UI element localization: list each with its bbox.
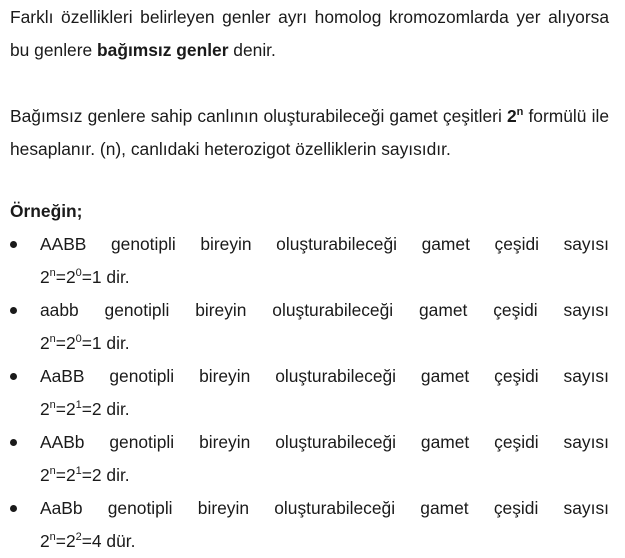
calc-result: =4 dür. — [81, 531, 136, 551]
calc-result: =2 dir. — [81, 465, 130, 485]
sentence-word: bireyin — [200, 234, 252, 254]
calc-equals: = — [55, 267, 66, 287]
list-item — [10, 228, 609, 294]
calc-exponent: 1 — [75, 465, 82, 477]
sentence-word: çeşidi — [493, 498, 539, 518]
sentence-word: sayısı — [563, 300, 609, 320]
sentence-word: bireyin — [197, 498, 250, 518]
example-calculation — [40, 459, 609, 492]
sentence-word: oluşturabileceği — [276, 234, 398, 254]
genotype: AaBB — [40, 366, 85, 386]
sentence-word: sayısı — [563, 366, 609, 386]
calc-exponent: n — [49, 465, 56, 477]
sentence-word: çeşidi — [494, 432, 539, 452]
sentence-word: gamet — [421, 234, 470, 254]
definition-text-end: denir. — [228, 40, 276, 60]
example-calculation — [40, 327, 609, 360]
example-sentence — [40, 228, 609, 261]
sentence-word: bireyin — [195, 300, 247, 320]
sentence-word: bireyin — [199, 366, 251, 386]
example-sentence — [40, 426, 609, 459]
sentence-word: gamet — [420, 432, 470, 452]
example-list — [10, 228, 609, 558]
example-calculation — [40, 261, 609, 294]
calc-equals: = — [55, 531, 66, 551]
calc-base: 2 — [40, 399, 50, 419]
sentence-word: sayısı — [563, 498, 609, 518]
calc-base: 2 — [40, 333, 50, 353]
bullet-icon — [10, 373, 17, 380]
formula-base: 2 — [506, 106, 517, 126]
sentence-word: oluşturabileceği — [275, 432, 397, 452]
genotype: AABB — [40, 234, 87, 254]
sentence-word: oluşturabileceği — [275, 366, 397, 386]
sentence-word: genotipli — [104, 300, 170, 320]
calc-exponent: n — [49, 531, 56, 543]
calc-exponent: n — [49, 399, 56, 411]
example-calculation — [40, 525, 609, 558]
sentence-word: çeşidi — [494, 234, 539, 254]
sentence-word: sayısı — [563, 234, 609, 254]
calc-base: 2 — [65, 531, 76, 551]
calc-exponent: n — [49, 267, 56, 279]
calc-base: 2 — [40, 267, 50, 287]
list-item — [10, 426, 609, 492]
sentence-word: genotipli — [109, 432, 175, 452]
calc-exponent: 1 — [75, 399, 82, 411]
formula — [507, 106, 523, 126]
calc-base: 2 — [40, 531, 50, 551]
sentence-word: gamet — [419, 300, 468, 320]
definition-text: Farklı özellikleri belirleyen genler ayrı homolog kromozomlarda yer alıyorsa bu genlere — [10, 7, 609, 60]
document-page — [10, 0, 609, 558]
formula-exponent: n — [516, 106, 524, 118]
example-heading: Örneğin; — [10, 201, 83, 221]
bullet-icon — [10, 307, 17, 314]
genotype: AABb — [40, 432, 85, 452]
key-term: bağımsız genler — [97, 40, 229, 60]
sentence-word: oluşturabileceği — [272, 300, 394, 320]
example-sentence — [40, 360, 609, 393]
list-item — [10, 360, 609, 426]
sentence-word: çeşidi — [493, 300, 538, 320]
calc-exponent: n — [49, 333, 56, 345]
calc-exponent: 2 — [75, 531, 82, 543]
example-sentence — [40, 492, 609, 525]
calc-base: 2 — [65, 465, 76, 485]
calc-exponent: 0 — [75, 333, 82, 345]
calc-equals: = — [55, 333, 66, 353]
formula-explanation-text: formülü ile hesaplanır. (n), canlıdaki heterozigot özelliklerin sayısıdır. — [10, 106, 609, 159]
sentence-word: genotipli — [107, 498, 173, 518]
calc-base: 2 — [65, 399, 76, 419]
sentence-word: sayısı — [563, 432, 609, 452]
sentence-word: genotipli — [110, 234, 176, 254]
calc-result: =1 dir. — [81, 267, 130, 287]
example-sentence — [40, 294, 609, 327]
calc-base: 2 — [40, 465, 50, 485]
sentence-word: bireyin — [199, 432, 251, 452]
list-item — [10, 492, 609, 558]
sentence-word: gamet — [420, 366, 470, 386]
definition-paragraph — [10, 1, 609, 67]
calc-exponent: 0 — [75, 267, 82, 279]
bullet-icon — [10, 241, 17, 248]
sentence-word: gamet — [420, 498, 469, 518]
genotype: aabb — [40, 300, 79, 320]
calc-base: 2 — [65, 333, 76, 353]
formula-paragraph — [10, 100, 609, 166]
genotype: AaBb — [40, 498, 83, 518]
calc-equals: = — [55, 465, 66, 485]
sentence-word: oluşturabileceği — [274, 498, 396, 518]
example-calculation — [40, 393, 609, 426]
formula-intro-text: Bağımsız genlere sahip canlının oluşturabileceği gamet çeşitleri — [10, 106, 507, 126]
calc-base: 2 — [65, 267, 76, 287]
list-item — [10, 294, 609, 360]
bullet-icon — [10, 439, 17, 446]
calc-result: =1 dir. — [81, 333, 130, 353]
sentence-word: çeşidi — [494, 366, 539, 386]
calc-result: =2 dir. — [81, 399, 130, 419]
sentence-word: genotipli — [109, 366, 175, 386]
bullet-icon — [10, 505, 17, 512]
calc-equals: = — [55, 399, 66, 419]
